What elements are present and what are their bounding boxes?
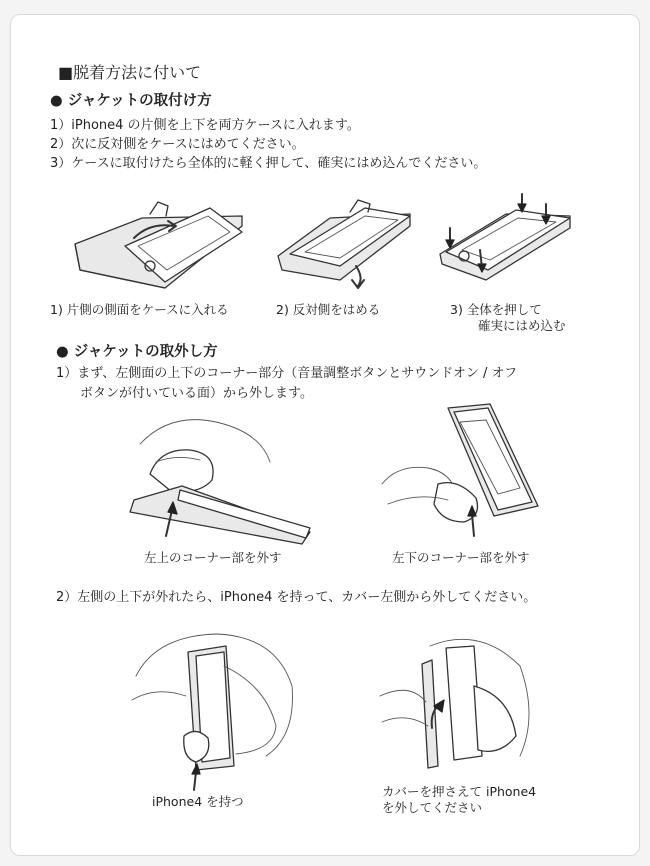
phone-press-other-side-illustration bbox=[270, 196, 420, 286]
hand-remove-top-corner-illustration bbox=[120, 404, 310, 544]
attach-caption-3b: 確実にはめ込む bbox=[478, 318, 566, 333]
attach-caption-1: 1) 片側の側面をケースに入れる bbox=[50, 302, 229, 317]
hand-hold-phone-illustration bbox=[126, 626, 302, 776]
hand-remove-bottom-corner-illustration bbox=[378, 404, 548, 544]
detach-heading: ● ジャケットの取外し方 bbox=[56, 344, 218, 360]
detach-caption-4b: を外してください bbox=[382, 800, 483, 815]
hand-push-cover-illustration bbox=[370, 626, 546, 776]
detach-caption-3: iPhone4 を持つ bbox=[152, 794, 244, 809]
detach-step-1-line-1: 1）まず、左側面の上下のコーナー部分（音量調整ボタンとサウンドオン / オフ bbox=[56, 366, 518, 381]
attach-caption-2: 2) 反対側をはめる bbox=[276, 302, 381, 317]
detach-step-1-line-2: ボタンが付いている面）から外します。 bbox=[80, 386, 313, 401]
detach-step-2: 2）左側の上下が外れたら、iPhone4 を持って、カバー左側から外してください。 bbox=[56, 590, 537, 605]
detach-caption-1: 左上のコーナー部を外す bbox=[144, 550, 282, 565]
detach-caption-2: 左下のコーナー部を外す bbox=[392, 550, 530, 565]
detach-caption-4a: カバーを押さえて iPhone4 bbox=[382, 784, 537, 799]
attach-step-1: 1）iPhone4 の片側を上下を両方ケースに入れます。 bbox=[50, 118, 360, 133]
phone-press-all-illustration bbox=[436, 194, 576, 284]
attach-caption-3a: 3) 全体を押して bbox=[450, 302, 542, 317]
attach-step-3: 3）ケースに取付けたら全体的に軽く押して、確実にはめ込んでください。 bbox=[50, 156, 487, 171]
page-title: ■脱着方法に付いて bbox=[58, 63, 202, 82]
attach-step-2: 2）次に反対側をケースにはめてください。 bbox=[50, 137, 305, 152]
phone-insert-side-illustration bbox=[70, 196, 250, 291]
attach-heading: ● ジャケットの取付け方 bbox=[50, 93, 212, 109]
